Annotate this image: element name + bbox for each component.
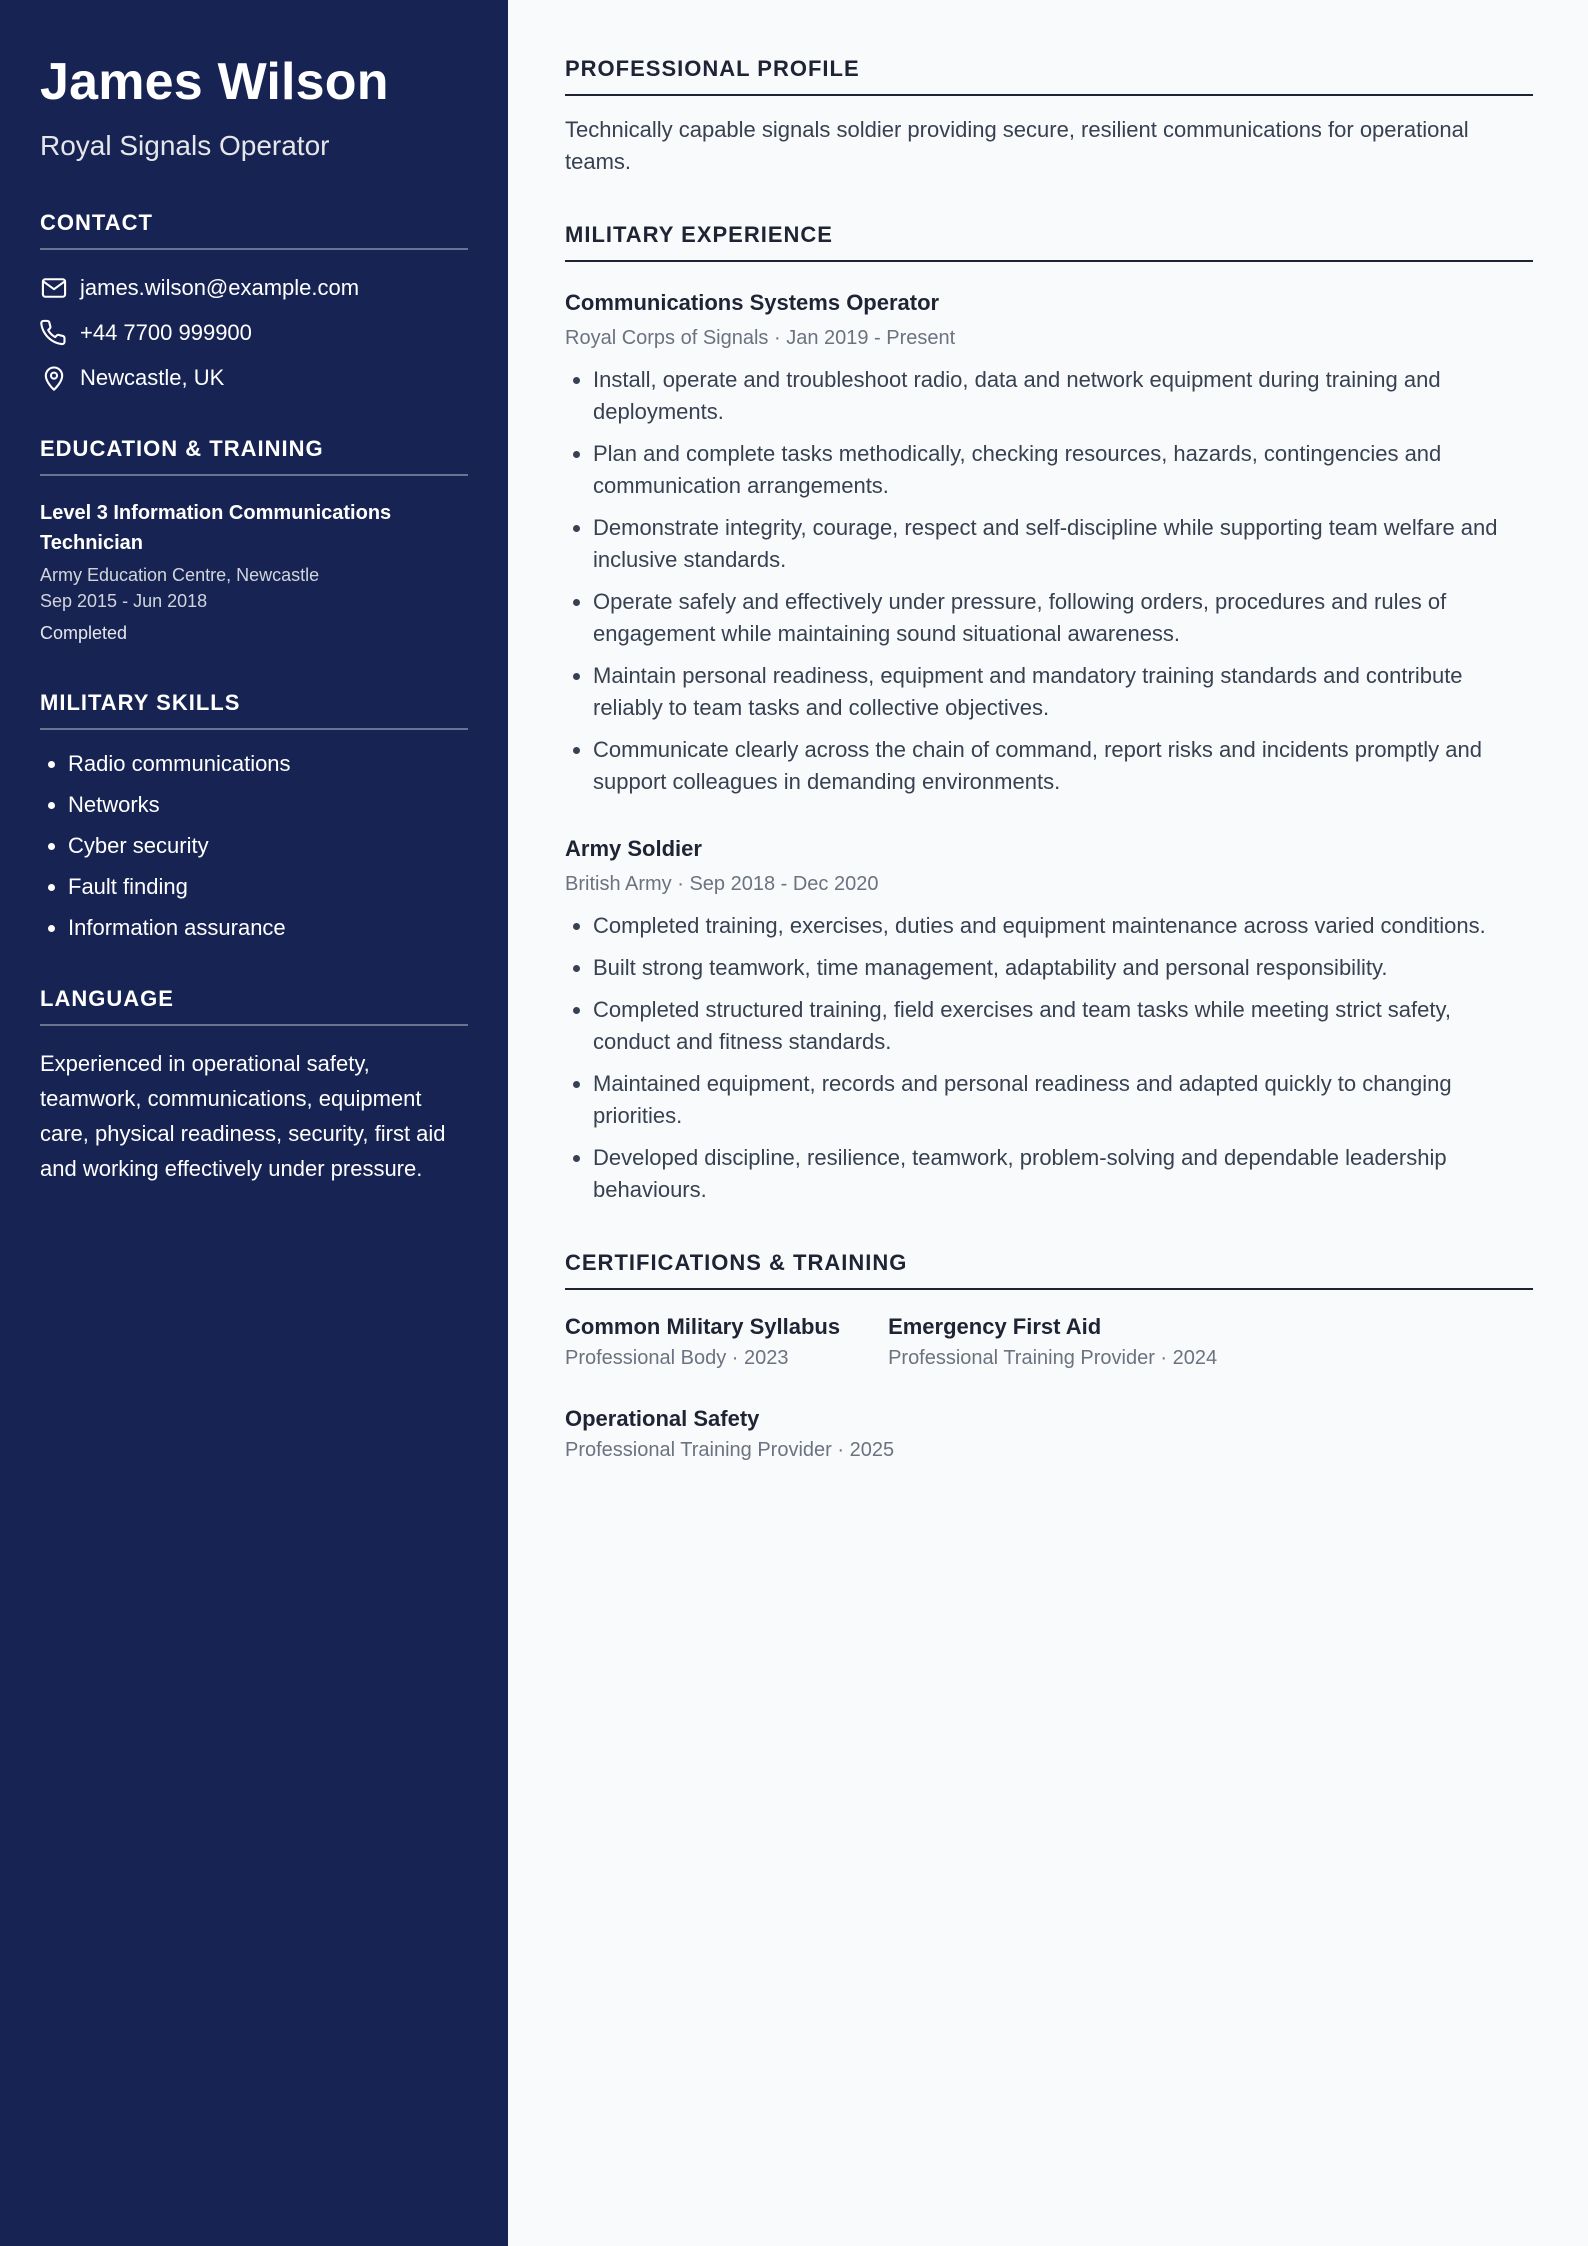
certification-title: Operational Safety: [565, 1406, 760, 1431]
certification-item: [565, 1404, 894, 1464]
skill-item: • Fault finding: [68, 873, 468, 901]
skills-section: [40, 690, 468, 942]
contact-email-text: james.wilson@example.com: [80, 275, 360, 300]
skill-item: • Radio communications: [68, 750, 468, 778]
education-institution: Army Education Centre, Newcastle: [40, 565, 320, 585]
job-bullets: [565, 364, 1533, 798]
certification-meta: Professional Body · 2023: [565, 1347, 789, 1369]
certifications-grid: [565, 1312, 1533, 1496]
certification-item: [565, 1312, 840, 1372]
contact-phone[interactable]: [40, 319, 468, 347]
job-bullet: • Completed training, exercises, duties and equipment maintenance across varied conditions.: [593, 910, 1533, 942]
job-title: Army Soldier: [565, 836, 702, 861]
education-dates: Sep 2015 - Jun 2018: [40, 591, 208, 611]
contact-phone-text: +44 7700 999900: [80, 320, 252, 345]
education-heading: EDUCATION & TRAINING: [40, 436, 468, 476]
certification-title: Emergency First Aid: [888, 1314, 1102, 1339]
job-bullet: • Install, operate and troubleshoot radio, data and network equipment during training and deployments.: [593, 364, 1533, 428]
certifications-section: [565, 1250, 1533, 1496]
contact-heading: CONTACT: [40, 210, 468, 250]
skills-heading: MILITARY SKILLS: [40, 690, 468, 730]
education-section: [40, 436, 468, 646]
mail-icon: [40, 274, 68, 302]
job-bullets: [565, 910, 1533, 1206]
job-bullet: • Demonstrate integrity, courage, respect and self-discipline while supporting team welfare and inclusive standards.: [593, 512, 1533, 576]
job-bullet: • Built strong teamwork, time management, adaptability and personal responsibility.: [593, 952, 1533, 984]
job-bullet: • Maintain personal readiness, equipment and mandatory training standards and contribute reliably to team tasks and collective objectives.: [593, 660, 1533, 724]
job-entry: [565, 288, 1533, 798]
sidebar: [0, 0, 508, 2246]
profile-heading: PROFESSIONAL PROFILE: [565, 56, 1533, 96]
contact-section: [40, 210, 468, 392]
job-meta: British Army · Sep 2018 - Dec 2020: [565, 873, 879, 895]
profile-text: Technically capable signals soldier providing secure, resilient communications for operational teams.: [565, 117, 1469, 174]
main-content: [508, 0, 1588, 2246]
skill-item: • Cyber security: [68, 832, 468, 860]
contact-location-text: Newcastle, UK: [80, 365, 225, 390]
candidate-role: Royal Signals Operator: [40, 130, 330, 161]
job-entry: [565, 834, 1533, 1206]
language-section: [40, 986, 468, 1186]
job-title: Communications Systems Operator: [565, 290, 940, 315]
profile-section: [565, 56, 1533, 178]
language-heading: LANGUAGE: [40, 986, 468, 1026]
job-bullet: • Maintained equipment, records and personal readiness and adapted quickly to changing priorities.: [593, 1068, 1533, 1132]
job-bullet: • Operate safely and effectively under pressure, following orders, procedures and rules of engagement while maintaining sound situational awareness.: [593, 586, 1533, 650]
phone-icon: [40, 319, 68, 347]
certification-item: [888, 1312, 1217, 1372]
job-bullet: • Communicate clearly across the chain of command, report risks and incidents promptly and support colleagues in demanding environments.: [593, 734, 1533, 798]
certification-title: Common Military Syllabus: [565, 1314, 841, 1339]
contact-location: [40, 364, 468, 392]
certification-meta: Professional Training Provider · 2025: [565, 1439, 895, 1461]
location-pin-icon: [40, 364, 68, 392]
certifications-heading: CERTIFICATIONS & TRAINING: [565, 1250, 1533, 1290]
contact-email[interactable]: [40, 274, 468, 302]
experience-section: [565, 222, 1533, 1206]
job-meta: Royal Corps of Signals · Jan 2019 - Present: [565, 327, 956, 349]
education-status: Completed: [40, 623, 128, 643]
education-title: Level 3 Information Communications Technician: [40, 502, 392, 554]
job-bullet: • Plan and complete tasks methodically, checking resources, hazards, contingencies and communication arrangements.: [593, 438, 1533, 502]
job-bullet: • Completed structured training, field exercises and team tasks while meeting strict safety, conduct and fitness standards.: [593, 994, 1533, 1058]
skill-item: • Information assurance: [68, 914, 468, 942]
skills-list: [40, 750, 468, 942]
contact-list: [40, 274, 468, 392]
experience-heading: MILITARY EXPERIENCE: [565, 222, 1533, 262]
skill-item: • Networks: [68, 791, 468, 819]
certification-meta: Professional Training Provider · 2024: [888, 1347, 1218, 1369]
job-bullet: • Developed discipline, resilience, teamwork, problem-solving and dependable leadership behaviours.: [593, 1142, 1533, 1206]
language-text: Experienced in operational safety, teamwork, communications, equipment care, physical readiness, security, first aid and working effectively under pressure.: [40, 1051, 446, 1181]
candidate-name: James Wilson: [40, 53, 389, 111]
